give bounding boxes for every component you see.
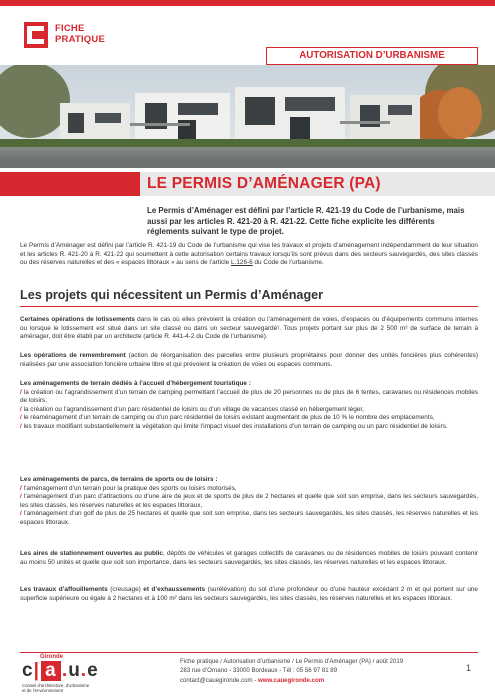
footer-divider <box>20 652 478 653</box>
list-item: / la création ou l’agrandissement d’un parc résidentiel de loisirs ou d’un village de vacances classé en hébergement léger, <box>20 405 364 413</box>
affouillements-text: (surélévation) du sol d’une profondeur ou d’une hauteur excédant 2 m et qui portent sur une superficie supérieure ou égale à 2 hectares et à 100 m² dans les secteurs sauvegardés, les sites classés, les réserves naturelles et les espaces littoraux. <box>20 586 478 602</box>
page-number: 1 <box>466 663 472 673</box>
caue-org-name <box>22 683 89 693</box>
logo-letter-u: u <box>68 660 81 681</box>
hebergement-heading: Les aménagements de terrain dédiés à l’accueil d’hébergement touristique : <box>20 380 251 387</box>
affouillements-paragraph <box>20 586 478 603</box>
remembrement-heading: Les opérations de remembrement <box>20 352 126 359</box>
list-item: / la création ou l’agrandissement d’un terrain de camping permettant l’accueil de plus de 20 personnes ou de plus de 6 tentes, caravanes ou résidences mobiles de loisirs, <box>20 388 478 405</box>
affouillements-paren: (creusage) <box>107 586 144 593</box>
header-photo <box>0 65 495 168</box>
caue-gironde-label: Gironde <box>40 654 64 660</box>
intro-text: Le Permis d’Aménager est défini par l’article R. 421-19 du Code de l’urbanisme, mais aussi par les articles R. 421-20 à R. 421-22. Cette fiche explicite les différents réglements suivant le type de projet. <box>147 206 465 237</box>
section-divider <box>20 306 478 307</box>
list-item: / l’aménagement d’un terrain pour la pratique des sports ou loisirs motorisés, <box>20 484 237 492</box>
category-badge: AUTORISATION D’URBANISME <box>266 47 478 65</box>
list-item: / l’aménagement d’un parc d’attractions ou d’une aire de jeux et de sports de plus de 2 hectares et quelle que soit son emprise, dans les secteurs sauvegardés, les sites classés, les réserves naturelles et les espaces littoraux, <box>20 493 478 509</box>
footer-info <box>180 657 403 685</box>
logo-letter-c: c <box>22 660 34 681</box>
org-line1: Conseil d’architecture, d’urbanisme <box>22 683 90 688</box>
remembrement-paragraph <box>20 352 478 369</box>
article-link[interactable]: L.126-6 <box>231 259 253 267</box>
lotissement-text: dans le cas où elles prévoient la création ou l’aménagement de voies, d’espaces ou d’équipements communs internes ou lorsque le lotissement est situé dans un site classé ou dans un secteur sauvegardé¹. Tous projets portant sur plus de 2 500 m² de surface de terrain à aménager, doit être établi par un architecte (article R. 441-4-2 du Code de l’urbanisme). <box>20 316 478 341</box>
stationnement-text: , dépôts de véhicules et garages collectifs de caravanes ou de résidences mobiles de loisirs pouvant contenir au moins 50 unités et quelle que soit son importance, dans les secteurs sauvegardés, les sites classés, les réserves naturelles et les espaces littoraux. <box>20 550 478 566</box>
intro-paragraph <box>20 242 478 268</box>
header-red-bar <box>0 0 495 6</box>
logo-letter-a: a <box>41 661 61 681</box>
parcs-block <box>20 476 478 528</box>
fiche-pratique-label <box>55 23 105 45</box>
fiche-label-line2: PRATIQUE <box>55 34 105 45</box>
footer-line1: Fiche pratique / Autorisation d’urbanisme / Le Permis d’Aménager (PA) / août 2019 <box>180 658 404 665</box>
footer-line3 <box>180 676 403 685</box>
caue-logo: c| a .u.e <box>22 660 99 681</box>
para1-text-a: Le Permis d’Aménager est défini par l’article R. 421-19 du Code de l’urbanisme qui vise les travaux et projets d’aménagement indépendamment de leur situation et les articles R. 421-20 à R. 421-22 qui soumettent à cette autorisation certains travaux lorsqu’ils sont prévus dans des secteurs sauvegardés, des sites classés ou des réserves naturelles et des « espaces littoraux » au sens de l’article <box>20 242 478 267</box>
list-item: / le réaménagement d’un terrain de camping ou d’un parc résidentiel de loisirs existant augmentant de plus de 10 % le nombre des emplacements, <box>20 414 435 422</box>
title-accent-bar <box>0 172 140 196</box>
caue-c-logo-icon <box>24 22 48 48</box>
footer-line2: 283 rue d’Ornano - 33000 Bordeaux - Tél : 05 56 97 81 89 <box>180 667 338 675</box>
exhaussements-heading: et d’exhaussements <box>143 586 206 593</box>
para1-text-b: du Code de l’urbanisme. <box>252 259 324 267</box>
stationnement-paragraph <box>20 550 478 567</box>
lotissement-heading: Certaines opérations de lotissements <box>20 316 135 323</box>
fiche-label-line1: FICHE <box>55 23 85 34</box>
hebergement-block <box>20 380 478 432</box>
parcs-heading: Les aménagements de parcs, de terrains de sports ou de loisirs : <box>20 476 218 483</box>
list-item: / l’aménagement d’un golf de plus de 25 hectares et quelle que soit son emprise, dans les secteurs sauvegardés, les sites classés, les réserves naturelles et les espaces littoraux. <box>20 510 478 526</box>
footer-website-link[interactable]: www.cauegironde.com <box>258 676 325 684</box>
affouillements-heading: Les travaux d’affouillements <box>20 586 108 593</box>
section-title: Les projets qui nécessitent un Permis d’Aménager <box>20 288 324 302</box>
org-line2: et de l’environnement <box>22 688 64 693</box>
houses-photo-image <box>0 65 495 168</box>
lotissement-paragraph <box>20 316 478 342</box>
list-item: / les travaux modifiant substantiellement la végétation qui limite l’impact visuel des installations d’un terrain de camping ou un parc résidentiel de loisirs. <box>20 422 448 430</box>
logo-letter-e: e <box>87 660 99 681</box>
stationnement-heading: Les aires de stationnement ouvertes au public <box>20 550 163 557</box>
remembrement-text: (action de réorganisation des parcelles entre plusieurs propriétaires pour donner des unités foncières plus cohérentes) réalisées par une association foncière urbaine libre et qui prévoient la création de voies ou espaces communs. <box>20 352 478 368</box>
page-title: LE PERMIS D’AMÉNAGER (PA) <box>147 175 381 192</box>
footer-email[interactable]: contact@cauegironde.com - <box>180 676 258 684</box>
